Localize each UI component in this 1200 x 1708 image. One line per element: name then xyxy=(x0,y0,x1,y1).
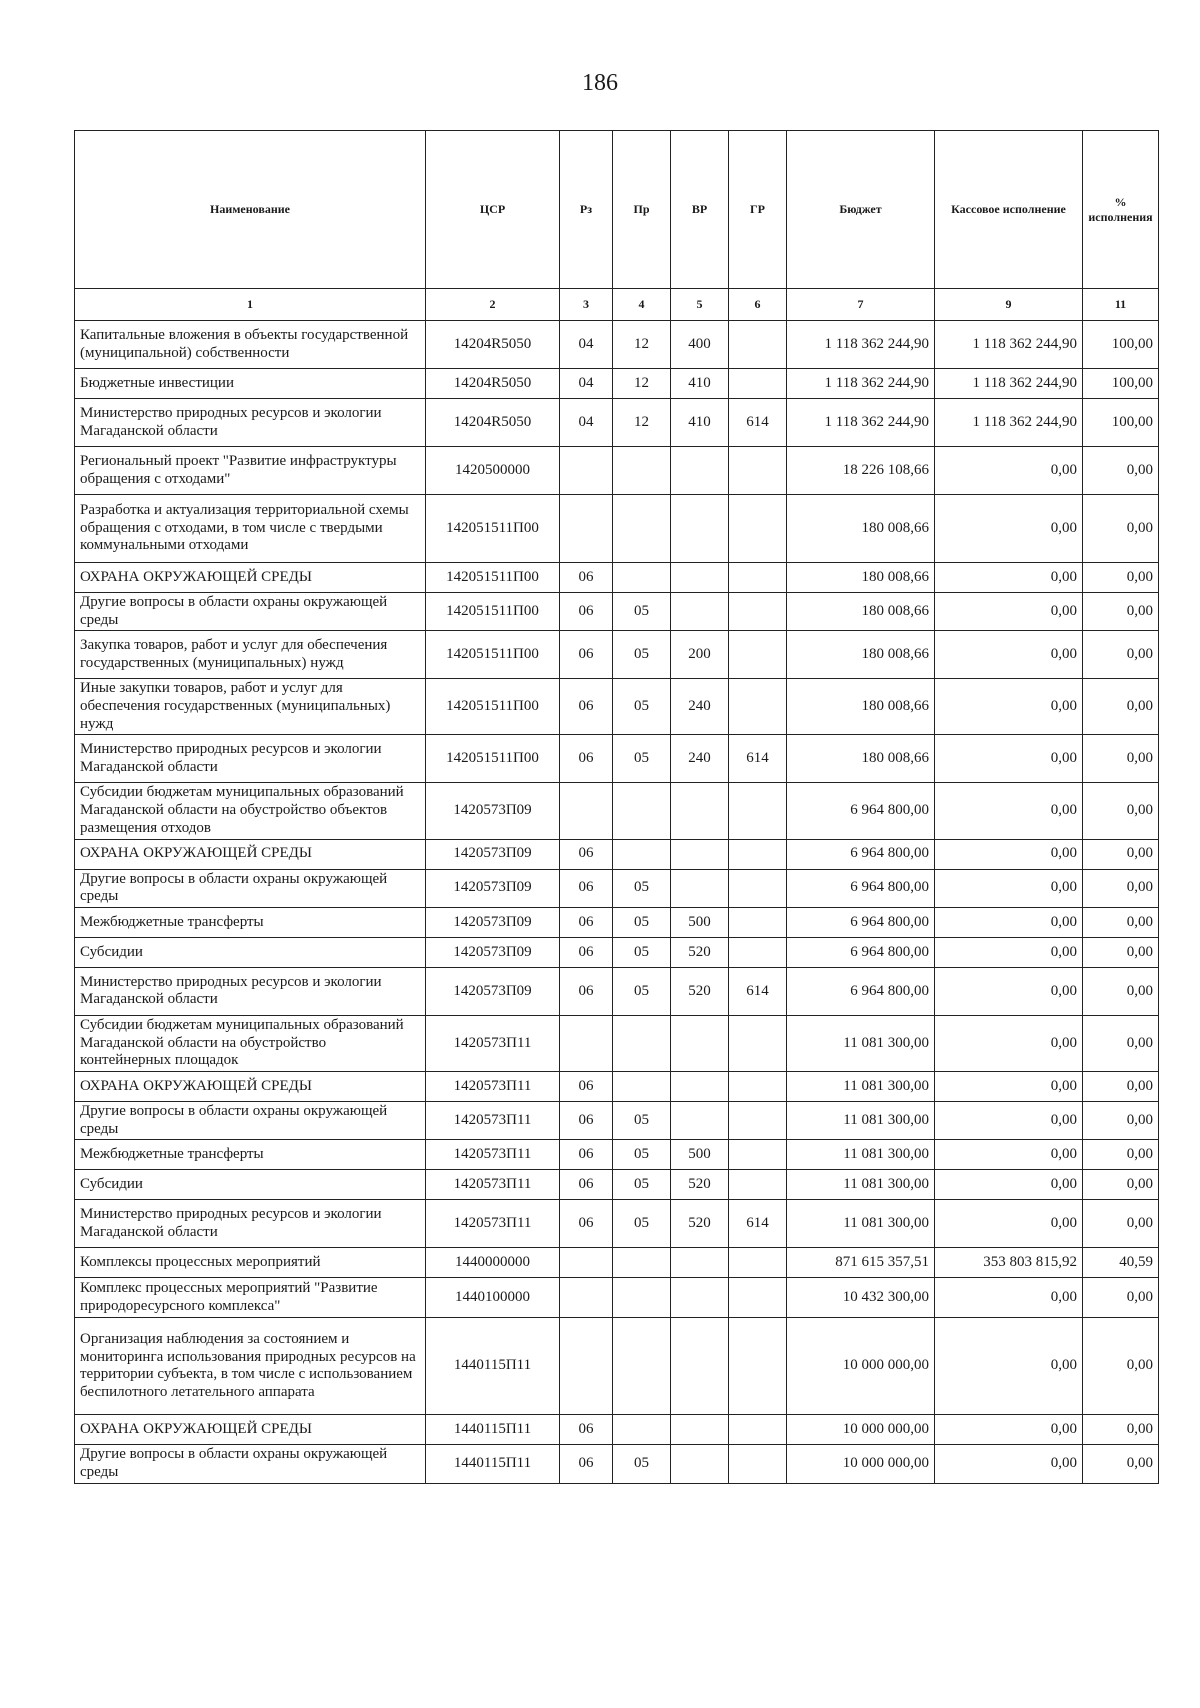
row-rz xyxy=(560,495,613,563)
row-gr xyxy=(729,1140,787,1170)
row-vr xyxy=(671,1278,729,1318)
budget-table xyxy=(74,130,1159,1484)
row-cash-execution: 0,00 xyxy=(935,679,1083,735)
row-vr: 520 xyxy=(671,937,729,967)
header-execution-percent: % исполнения xyxy=(1083,131,1159,289)
row-csr: 1420573П11 xyxy=(426,1170,560,1200)
row-gr: 614 xyxy=(729,1200,787,1248)
row-budget: 10 432 300,00 xyxy=(787,1278,935,1318)
row-csr: 1420573П11 xyxy=(426,1071,560,1101)
row-budget: 11 081 300,00 xyxy=(787,1170,935,1200)
row-execution-percent: 100,00 xyxy=(1083,399,1159,447)
row-pr: 05 xyxy=(613,735,671,783)
row-pr xyxy=(613,1071,671,1101)
row-pr: 05 xyxy=(613,1445,671,1483)
row-gr xyxy=(729,907,787,937)
column-number: 2 xyxy=(426,289,560,321)
row-rz: 06 xyxy=(560,631,613,679)
header-vr: ВР xyxy=(671,131,729,289)
row-budget: 10 000 000,00 xyxy=(787,1318,935,1415)
table-row xyxy=(75,495,1159,563)
row-cash-execution: 0,00 xyxy=(935,1415,1083,1445)
row-gr xyxy=(729,679,787,735)
row-cash-execution: 0,00 xyxy=(935,1140,1083,1170)
row-vr: 200 xyxy=(671,631,729,679)
row-vr: 410 xyxy=(671,399,729,447)
row-budget: 6 964 800,00 xyxy=(787,839,935,869)
row-budget: 871 615 357,51 xyxy=(787,1248,935,1278)
row-csr: 14204R5050 xyxy=(426,399,560,447)
row-name: Министерство природных ресурсов и экологии Магаданской области xyxy=(75,399,426,447)
row-name: Другие вопросы в области охраны окружающей среды xyxy=(75,1445,426,1483)
row-execution-percent: 0,00 xyxy=(1083,1200,1159,1248)
table-row xyxy=(75,869,1159,907)
row-cash-execution: 0,00 xyxy=(935,1278,1083,1318)
row-vr: 520 xyxy=(671,1200,729,1248)
row-execution-percent: 0,00 xyxy=(1083,593,1159,631)
row-vr xyxy=(671,495,729,563)
header-cash-execution: Кассовое исполнение xyxy=(935,131,1083,289)
row-rz: 04 xyxy=(560,369,613,399)
table-row xyxy=(75,1278,1159,1318)
row-execution-percent: 0,00 xyxy=(1083,1140,1159,1170)
row-pr: 12 xyxy=(613,369,671,399)
row-vr: 520 xyxy=(671,1170,729,1200)
header-row xyxy=(75,131,1159,289)
row-execution-percent: 0,00 xyxy=(1083,783,1159,839)
row-budget: 11 081 300,00 xyxy=(787,1101,935,1139)
row-execution-percent: 0,00 xyxy=(1083,1318,1159,1415)
row-cash-execution: 0,00 xyxy=(935,495,1083,563)
row-cash-execution: 0,00 xyxy=(935,1101,1083,1139)
row-gr xyxy=(729,1278,787,1318)
row-csr: 142051511П00 xyxy=(426,593,560,631)
row-pr: 05 xyxy=(613,869,671,907)
row-budget: 11 081 300,00 xyxy=(787,1015,935,1071)
row-csr: 1420573П09 xyxy=(426,869,560,907)
row-csr: 1420573П11 xyxy=(426,1140,560,1170)
row-gr xyxy=(729,321,787,369)
row-gr xyxy=(729,1101,787,1139)
row-cash-execution: 0,00 xyxy=(935,1445,1083,1483)
row-csr: 1420573П09 xyxy=(426,783,560,839)
row-name: ОХРАНА ОКРУЖАЮЩЕЙ СРЕДЫ xyxy=(75,1071,426,1101)
row-cash-execution: 0,00 xyxy=(935,907,1083,937)
row-name: Министерство природных ресурсов и экологии Магаданской области xyxy=(75,1200,426,1248)
row-execution-percent: 0,00 xyxy=(1083,1415,1159,1445)
table-row xyxy=(75,1140,1159,1170)
row-rz xyxy=(560,1278,613,1318)
row-name: Межбюджетные трансферты xyxy=(75,907,426,937)
row-name: ОХРАНА ОКРУЖАЮЩЕЙ СРЕДЫ xyxy=(75,1415,426,1445)
row-pr: 05 xyxy=(613,967,671,1015)
table-row xyxy=(75,1415,1159,1445)
row-budget: 11 081 300,00 xyxy=(787,1071,935,1101)
header-gr: ГР xyxy=(729,131,787,289)
row-execution-percent: 0,00 xyxy=(1083,1445,1159,1483)
row-execution-percent: 0,00 xyxy=(1083,1278,1159,1318)
row-csr: 1440115П11 xyxy=(426,1318,560,1415)
row-execution-percent: 0,00 xyxy=(1083,839,1159,869)
row-pr: 05 xyxy=(613,631,671,679)
row-rz: 06 xyxy=(560,839,613,869)
row-budget: 6 964 800,00 xyxy=(787,869,935,907)
row-pr xyxy=(613,1318,671,1415)
column-number: 7 xyxy=(787,289,935,321)
column-number: 1 xyxy=(75,289,426,321)
row-name: Субсидии xyxy=(75,937,426,967)
header-pr: Пр xyxy=(613,131,671,289)
row-cash-execution: 1 118 362 244,90 xyxy=(935,369,1083,399)
row-rz xyxy=(560,1015,613,1071)
row-gr xyxy=(729,495,787,563)
row-cash-execution: 0,00 xyxy=(935,783,1083,839)
table-row xyxy=(75,679,1159,735)
row-execution-percent: 0,00 xyxy=(1083,1071,1159,1101)
row-name: Субсидии бюджетам муниципальных образований Магаданской области на обустройство контейнерных площадок xyxy=(75,1015,426,1071)
row-vr: 520 xyxy=(671,967,729,1015)
row-csr: 142051511П00 xyxy=(426,679,560,735)
row-vr xyxy=(671,1445,729,1483)
row-name: Региональный проект "Развитие инфраструктуры обращения с отходами" xyxy=(75,447,426,495)
table-row xyxy=(75,631,1159,679)
row-vr: 500 xyxy=(671,1140,729,1170)
row-execution-percent: 0,00 xyxy=(1083,679,1159,735)
row-pr xyxy=(613,783,671,839)
row-budget: 180 008,66 xyxy=(787,593,935,631)
row-vr xyxy=(671,1071,729,1101)
table-row xyxy=(75,967,1159,1015)
row-gr xyxy=(729,1170,787,1200)
header-rz: Рз xyxy=(560,131,613,289)
table-row xyxy=(75,839,1159,869)
row-pr: 05 xyxy=(613,907,671,937)
row-rz: 06 xyxy=(560,1101,613,1139)
row-budget: 6 964 800,00 xyxy=(787,967,935,1015)
row-pr xyxy=(613,1278,671,1318)
row-csr: 142051511П00 xyxy=(426,735,560,783)
row-cash-execution: 0,00 xyxy=(935,1318,1083,1415)
row-rz: 06 xyxy=(560,735,613,783)
row-csr: 1420573П09 xyxy=(426,907,560,937)
row-vr: 410 xyxy=(671,369,729,399)
row-gr xyxy=(729,1318,787,1415)
row-budget: 18 226 108,66 xyxy=(787,447,935,495)
row-gr xyxy=(729,563,787,593)
table-row xyxy=(75,1445,1159,1483)
row-cash-execution: 0,00 xyxy=(935,631,1083,679)
row-name: Бюджетные инвестиции xyxy=(75,369,426,399)
row-gr xyxy=(729,1248,787,1278)
row-name: Субсидии xyxy=(75,1170,426,1200)
row-vr xyxy=(671,839,729,869)
row-vr: 240 xyxy=(671,679,729,735)
header-name: Наименование xyxy=(75,131,426,289)
table-row xyxy=(75,369,1159,399)
row-csr: 1420573П09 xyxy=(426,967,560,1015)
column-number: 6 xyxy=(729,289,787,321)
row-rz xyxy=(560,783,613,839)
row-rz xyxy=(560,1248,613,1278)
row-execution-percent: 40,59 xyxy=(1083,1248,1159,1278)
row-csr: 1440100000 xyxy=(426,1278,560,1318)
table-row xyxy=(75,1170,1159,1200)
row-name: Другие вопросы в области охраны окружающей среды xyxy=(75,869,426,907)
row-cash-execution: 0,00 xyxy=(935,735,1083,783)
table-row xyxy=(75,321,1159,369)
row-rz: 06 xyxy=(560,937,613,967)
row-rz: 06 xyxy=(560,1445,613,1483)
row-execution-percent: 0,00 xyxy=(1083,447,1159,495)
row-execution-percent: 0,00 xyxy=(1083,1101,1159,1139)
row-name: Министерство природных ресурсов и экологии Магаданской области xyxy=(75,735,426,783)
row-rz xyxy=(560,1318,613,1415)
row-gr xyxy=(729,447,787,495)
column-number: 9 xyxy=(935,289,1083,321)
row-rz: 06 xyxy=(560,1140,613,1170)
row-execution-percent: 0,00 xyxy=(1083,631,1159,679)
row-pr xyxy=(613,1415,671,1445)
row-execution-percent: 100,00 xyxy=(1083,369,1159,399)
row-pr xyxy=(613,447,671,495)
row-rz: 06 xyxy=(560,1071,613,1101)
row-csr: 1440115П11 xyxy=(426,1445,560,1483)
row-rz: 06 xyxy=(560,1415,613,1445)
row-gr xyxy=(729,1015,787,1071)
row-cash-execution: 0,00 xyxy=(935,1170,1083,1200)
row-rz: 06 xyxy=(560,1200,613,1248)
row-csr: 1420573П09 xyxy=(426,839,560,869)
row-budget: 180 008,66 xyxy=(787,563,935,593)
row-csr: 1420573П11 xyxy=(426,1101,560,1139)
row-gr xyxy=(729,1415,787,1445)
row-name: ОХРАНА ОКРУЖАЮЩЕЙ СРЕДЫ xyxy=(75,563,426,593)
row-pr: 05 xyxy=(613,1140,671,1170)
row-vr: 500 xyxy=(671,907,729,937)
row-cash-execution: 0,00 xyxy=(935,1015,1083,1071)
row-budget: 6 964 800,00 xyxy=(787,937,935,967)
table-row xyxy=(75,1248,1159,1278)
table-row xyxy=(75,1101,1159,1139)
row-vr xyxy=(671,783,729,839)
row-name: Другие вопросы в области охраны окружающей среды xyxy=(75,593,426,631)
row-pr: 12 xyxy=(613,399,671,447)
row-execution-percent: 0,00 xyxy=(1083,869,1159,907)
row-name: Иные закупки товаров, работ и услуг для обеспечения государственных (муниципальных) нужд xyxy=(75,679,426,735)
row-budget: 1 118 362 244,90 xyxy=(787,399,935,447)
row-vr: 400 xyxy=(671,321,729,369)
row-gr xyxy=(729,783,787,839)
row-name: Субсидии бюджетам муниципальных образований Магаданской области на обустройство объектов размещения отходов xyxy=(75,783,426,839)
column-number: 3 xyxy=(560,289,613,321)
table-row xyxy=(75,447,1159,495)
row-rz: 06 xyxy=(560,679,613,735)
row-pr: 05 xyxy=(613,1200,671,1248)
row-name: Другие вопросы в области охраны окружающей среды xyxy=(75,1101,426,1139)
row-csr: 14204R5050 xyxy=(426,321,560,369)
row-pr: 05 xyxy=(613,937,671,967)
row-pr: 05 xyxy=(613,593,671,631)
table-body xyxy=(75,321,1159,1484)
row-gr xyxy=(729,839,787,869)
table-row xyxy=(75,907,1159,937)
row-csr: 1420573П09 xyxy=(426,937,560,967)
row-vr xyxy=(671,1015,729,1071)
row-cash-execution: 0,00 xyxy=(935,1200,1083,1248)
row-gr: 614 xyxy=(729,967,787,1015)
row-budget: 10 000 000,00 xyxy=(787,1445,935,1483)
table-row xyxy=(75,1200,1159,1248)
row-execution-percent: 100,00 xyxy=(1083,321,1159,369)
row-cash-execution: 1 118 362 244,90 xyxy=(935,321,1083,369)
row-name: Комплекс процессных мероприятий "Развитие природоресурсного комплекса" xyxy=(75,1278,426,1318)
row-budget: 1 118 362 244,90 xyxy=(787,369,935,399)
row-vr: 240 xyxy=(671,735,729,783)
row-budget: 180 008,66 xyxy=(787,735,935,783)
row-rz: 06 xyxy=(560,869,613,907)
row-cash-execution: 0,00 xyxy=(935,839,1083,869)
row-gr: 614 xyxy=(729,735,787,783)
row-name: Закупка товаров, работ и услуг для обеспечения государственных (муниципальных) нужд xyxy=(75,631,426,679)
row-execution-percent: 0,00 xyxy=(1083,907,1159,937)
row-vr xyxy=(671,447,729,495)
row-vr xyxy=(671,1318,729,1415)
column-number: 4 xyxy=(613,289,671,321)
row-pr xyxy=(613,1248,671,1278)
row-budget: 6 964 800,00 xyxy=(787,783,935,839)
row-rz: 04 xyxy=(560,399,613,447)
row-gr xyxy=(729,369,787,399)
header-csr: ЦСР xyxy=(426,131,560,289)
row-cash-execution: 0,00 xyxy=(935,937,1083,967)
row-rz: 04 xyxy=(560,321,613,369)
table-row xyxy=(75,735,1159,783)
row-gr: 614 xyxy=(729,399,787,447)
row-execution-percent: 0,00 xyxy=(1083,735,1159,783)
row-name: Комплексы процессных мероприятий xyxy=(75,1248,426,1278)
table-row xyxy=(75,563,1159,593)
table-row xyxy=(75,593,1159,631)
row-rz: 06 xyxy=(560,593,613,631)
row-gr xyxy=(729,869,787,907)
row-cash-execution: 0,00 xyxy=(935,447,1083,495)
row-gr xyxy=(729,1445,787,1483)
row-gr xyxy=(729,937,787,967)
row-execution-percent: 0,00 xyxy=(1083,563,1159,593)
row-rz xyxy=(560,447,613,495)
row-name: Межбюджетные трансферты xyxy=(75,1140,426,1170)
row-pr: 05 xyxy=(613,679,671,735)
table-row xyxy=(75,937,1159,967)
row-execution-percent: 0,00 xyxy=(1083,967,1159,1015)
row-csr: 1420573П11 xyxy=(426,1015,560,1071)
row-execution-percent: 0,00 xyxy=(1083,1170,1159,1200)
row-budget: 11 081 300,00 xyxy=(787,1140,935,1170)
row-vr xyxy=(671,869,729,907)
row-vr xyxy=(671,1415,729,1445)
table-row xyxy=(75,783,1159,839)
row-gr xyxy=(729,631,787,679)
row-budget: 11 081 300,00 xyxy=(787,1200,935,1248)
row-gr xyxy=(729,593,787,631)
row-csr: 1420500000 xyxy=(426,447,560,495)
row-cash-execution: 0,00 xyxy=(935,1071,1083,1101)
row-vr xyxy=(671,1248,729,1278)
row-name: ОХРАНА ОКРУЖАЮЩЕЙ СРЕДЫ xyxy=(75,839,426,869)
row-csr: 142051511П00 xyxy=(426,495,560,563)
row-rz: 06 xyxy=(560,1170,613,1200)
page-number: 186 xyxy=(582,70,618,96)
row-pr: 05 xyxy=(613,1170,671,1200)
row-pr: 12 xyxy=(613,321,671,369)
table-row xyxy=(75,1071,1159,1101)
row-name: Капитальные вложения в объекты государственной (муниципальной) собственности xyxy=(75,321,426,369)
row-gr xyxy=(729,1071,787,1101)
row-execution-percent: 0,00 xyxy=(1083,1015,1159,1071)
column-number: 5 xyxy=(671,289,729,321)
row-pr xyxy=(613,1015,671,1071)
row-pr xyxy=(613,495,671,563)
row-cash-execution: 0,00 xyxy=(935,563,1083,593)
row-budget: 1 118 362 244,90 xyxy=(787,321,935,369)
row-execution-percent: 0,00 xyxy=(1083,495,1159,563)
row-csr: 1420573П11 xyxy=(426,1200,560,1248)
row-csr: 1440000000 xyxy=(426,1248,560,1278)
row-vr xyxy=(671,563,729,593)
row-vr xyxy=(671,593,729,631)
column-number: 11 xyxy=(1083,289,1159,321)
row-budget: 180 008,66 xyxy=(787,495,935,563)
row-rz: 06 xyxy=(560,907,613,937)
row-cash-execution: 0,00 xyxy=(935,967,1083,1015)
row-csr: 142051511П00 xyxy=(426,631,560,679)
row-cash-execution: 0,00 xyxy=(935,593,1083,631)
row-csr: 1440115П11 xyxy=(426,1415,560,1445)
row-pr: 05 xyxy=(613,1101,671,1139)
row-rz: 06 xyxy=(560,563,613,593)
row-budget: 180 008,66 xyxy=(787,679,935,735)
row-budget: 180 008,66 xyxy=(787,631,935,679)
row-cash-execution: 353 803 815,92 xyxy=(935,1248,1083,1278)
row-vr xyxy=(671,1101,729,1139)
header-budget: Бюджет xyxy=(787,131,935,289)
row-cash-execution: 1 118 362 244,90 xyxy=(935,399,1083,447)
table-row xyxy=(75,1015,1159,1071)
row-execution-percent: 0,00 xyxy=(1083,937,1159,967)
row-budget: 10 000 000,00 xyxy=(787,1415,935,1445)
column-number-row xyxy=(75,289,1159,321)
row-csr: 142051511П00 xyxy=(426,563,560,593)
row-name: Министерство природных ресурсов и экологии Магаданской области xyxy=(75,967,426,1015)
table-row xyxy=(75,399,1159,447)
row-name: Разработка и актуализация территориальной схемы обращения с отходами, в том числе с твердыми коммунальными отходами xyxy=(75,495,426,563)
table-row xyxy=(75,1318,1159,1415)
row-budget: 6 964 800,00 xyxy=(787,907,935,937)
row-pr xyxy=(613,839,671,869)
row-csr: 14204R5050 xyxy=(426,369,560,399)
row-cash-execution: 0,00 xyxy=(935,869,1083,907)
row-pr xyxy=(613,563,671,593)
row-name: Организация наблюдения за состоянием и мониторинга использования природных ресурсов на территории субъекта, в том числе с использованием беспилотного летательного аппарата xyxy=(75,1318,426,1415)
row-rz: 06 xyxy=(560,967,613,1015)
